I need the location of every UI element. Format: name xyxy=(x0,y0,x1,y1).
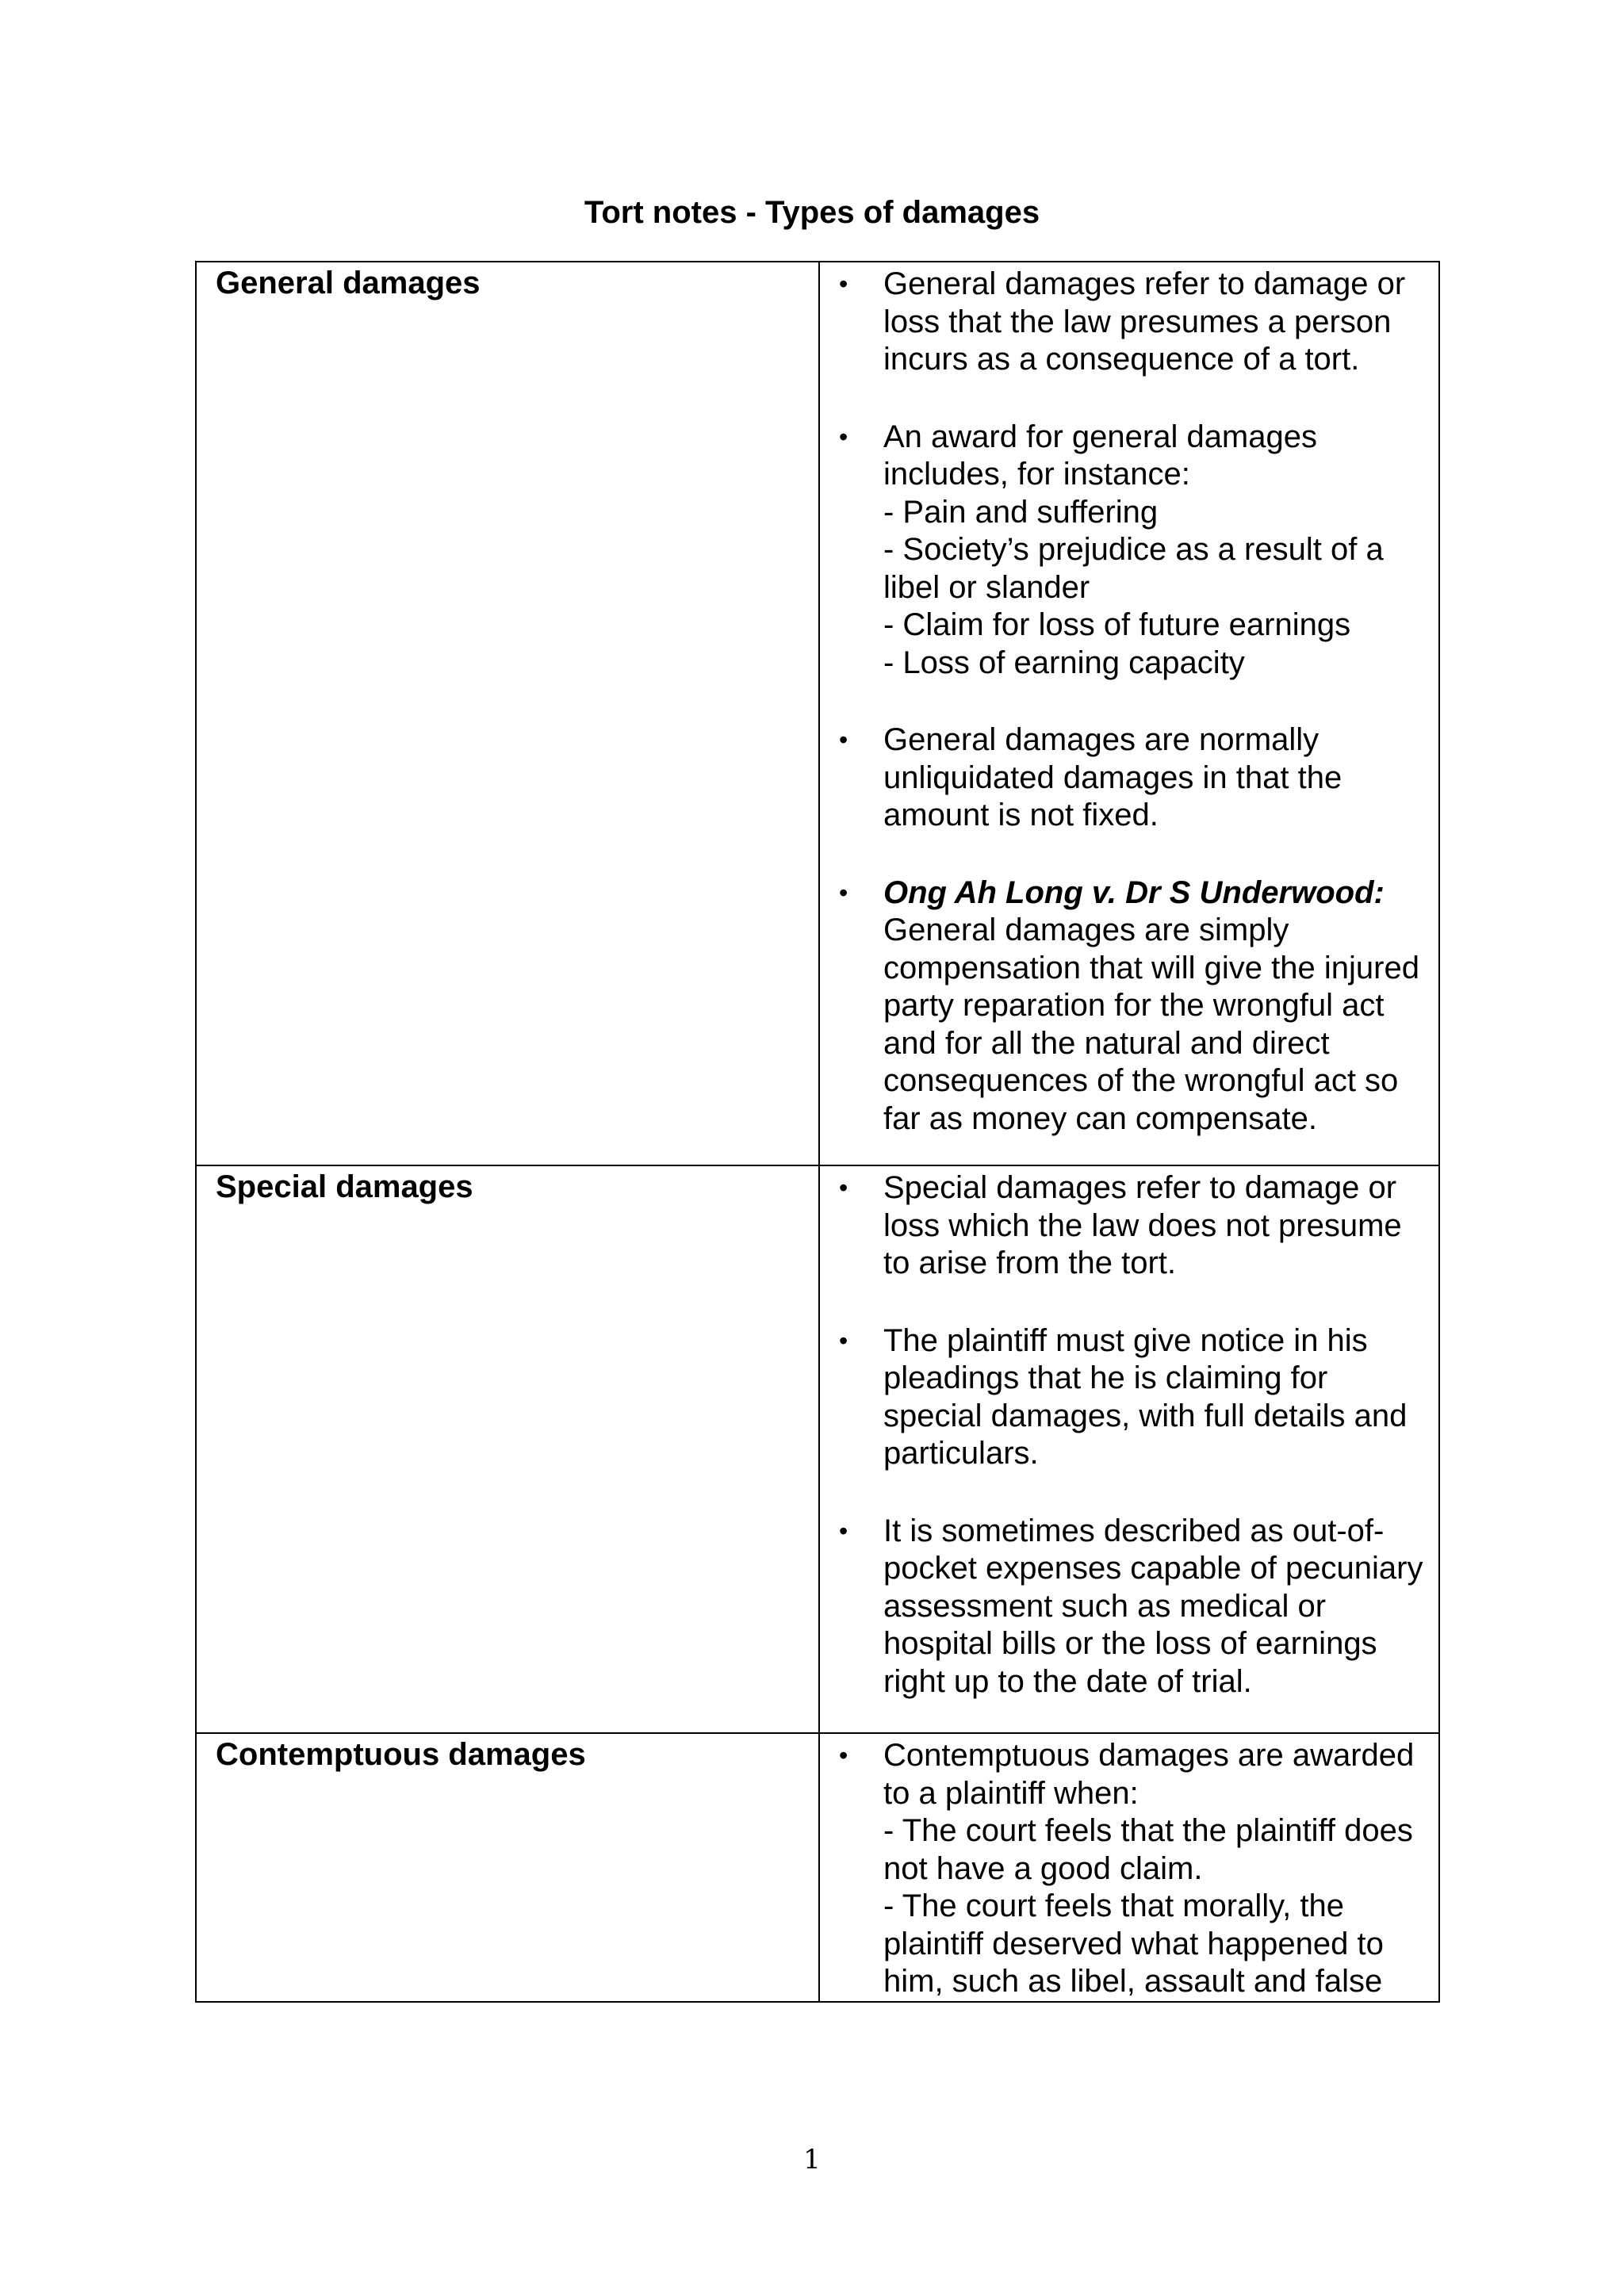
term-contemptuous-damages: Contemptuous damages xyxy=(216,1737,586,1772)
bullet-list xyxy=(820,1734,1438,2001)
term-general-damages: General damages xyxy=(216,266,481,300)
bullet-item xyxy=(839,1169,1429,1283)
bullet-text: It is sometimes described as out-of-pocket expenses capable of pecuniary assessment such as medical or hospital bills or the loss of earnings right up to the date of trial. xyxy=(883,1513,1423,1699)
page-number: 1 xyxy=(803,2144,821,2175)
table-row xyxy=(196,262,1439,1165)
bullet-text: General damages are simply compensation that will give the injured party reparation for the wrongful act and for all the natural and direct consequences of the wrongful act so far as money can compensate. xyxy=(883,913,1419,1136)
bullet-icon: • xyxy=(839,1326,848,1355)
sub-point: - Loss of earning capacity xyxy=(883,645,1245,680)
table-row xyxy=(196,1733,1439,2002)
term-cell xyxy=(196,1733,819,2002)
bullet-list xyxy=(820,262,1438,1138)
bullet-item xyxy=(839,1322,1429,1473)
bullet-text: Special damages refer to damage or loss which the law does not presume to arise from the tort. xyxy=(883,1170,1402,1280)
page-title: Tort notes - Types of damages xyxy=(584,195,1040,230)
sub-point: - Society’s prejudice as a result of a libel or slander xyxy=(883,532,1384,605)
bullet-item xyxy=(839,721,1429,835)
case-citation: Ong Ah Long v. Dr S Underwood: xyxy=(883,874,1385,910)
bullet-icon: • xyxy=(839,1741,848,1770)
bullet-list xyxy=(820,1166,1438,1701)
bullet-icon: • xyxy=(839,1173,848,1202)
description-cell xyxy=(819,262,1439,1165)
sub-point: - Pain and suffering xyxy=(883,494,1159,530)
bullet-icon: • xyxy=(839,725,848,754)
bullet-item xyxy=(839,1513,1429,1701)
term-special-damages: Special damages xyxy=(216,1169,473,1204)
bullet-icon: • xyxy=(839,1516,848,1545)
bullet-text: An award for general damages includes, for instance: xyxy=(883,419,1317,492)
sub-point: - The court feels that morally, the plaintiff deserved what happened to him, such as libel, assault and false xyxy=(883,1888,1384,1999)
bullet-icon: • xyxy=(839,270,848,298)
damages-table xyxy=(195,261,1440,2003)
bullet-icon: • xyxy=(839,878,848,907)
bullet-item xyxy=(839,874,1429,1138)
term-cell xyxy=(196,262,819,1165)
term-cell xyxy=(196,1165,819,1733)
bullet-text: General damages refer to damage or loss that the law presumes a person incurs as a consequence of a tort. xyxy=(883,266,1406,377)
bullet-item xyxy=(839,266,1429,379)
bullet-text: General damages are normally unliquidated damages in that the amount is not fixed. xyxy=(883,722,1342,832)
bullet-text: Contemptuous damages are awarded to a plaintiff when: xyxy=(883,1738,1415,1811)
bullet-text: The plaintiff must give notice in his pleadings that he is claiming for special damages, with full details and particulars. xyxy=(883,1322,1408,1471)
bullet-icon: • xyxy=(839,422,848,451)
bullet-item xyxy=(839,419,1429,683)
description-cell xyxy=(819,1733,1439,2002)
description-cell xyxy=(819,1165,1439,1733)
sub-point: - The court feels that the plaintiff does not have a good claim. xyxy=(883,1813,1413,1886)
bullet-item xyxy=(839,1737,1429,2001)
sub-point: - Claim for loss of future earnings xyxy=(883,607,1351,642)
table-row xyxy=(196,1165,1439,1733)
